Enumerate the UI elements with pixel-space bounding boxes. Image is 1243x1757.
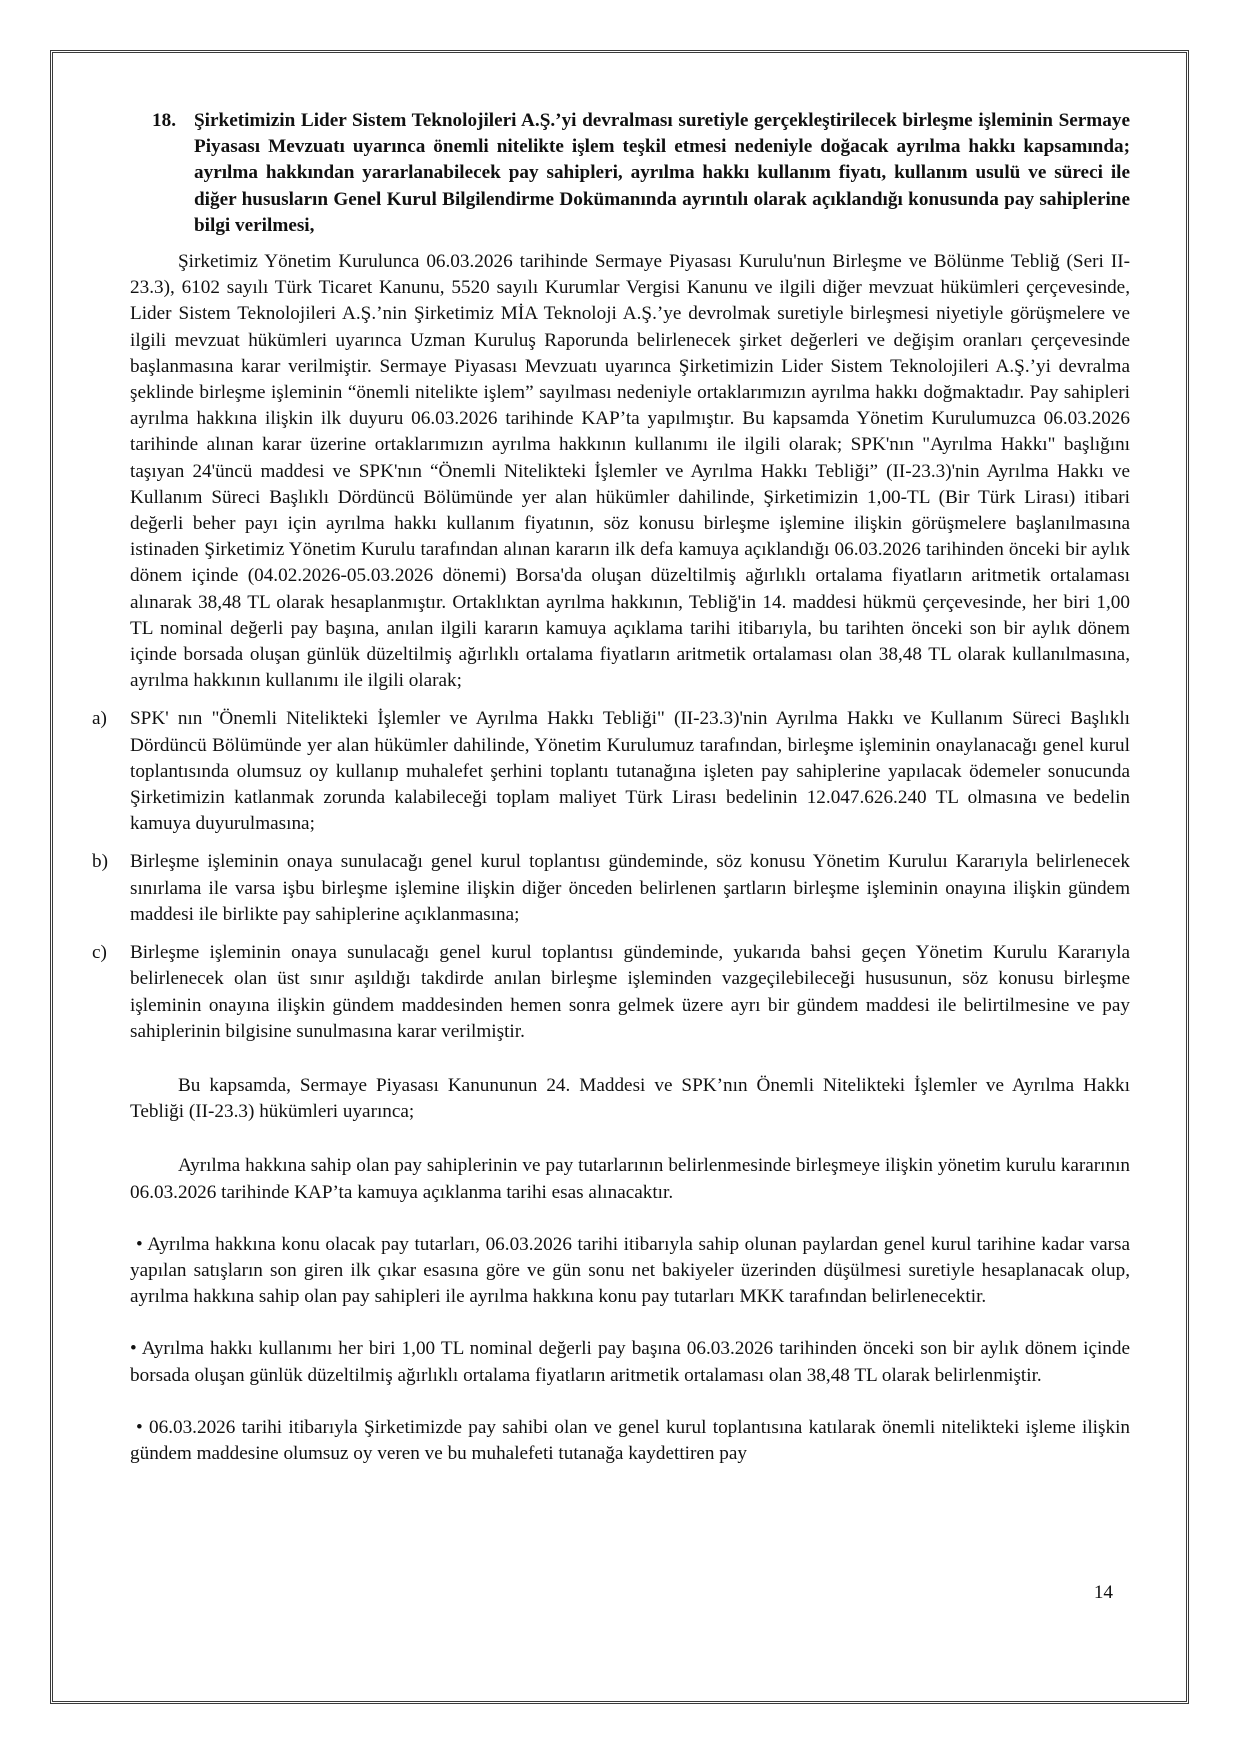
- bullet-eligibility: • 06.03.2026 tarihi itibarıyla Şirketimizde pay sahibi olan ve genel kurul toplantısına katılarak önemli nitelikteki işleme ilişkin gündem maddesine olumsuz oy veren ve bu muhalefeti tutanağa kaydettiren pay: [130, 1416, 1130, 1464]
- agenda-item-title: Şirketimizin Lider Sistem Teknolojileri A.Ş.’yi devralması suretiyle gerçekleştirilecek birleşme işleminin Sermaye Piyasası Mevzuatı uyarınca önemli nitelikte işlem teşkil etmesi nedeniyle doğacak ayrılma hakkı kapsamında; ayrılma hakkından yararlanabilecek pay sahipleri, ayrılma hakkı kullanım fiyatı, kullanım usulü ve süreci ile diğer hususların Genel Kurul Bilgilendirme Dokümanında ayrıntılı olarak açıklandığı konusunda pay sahiplerine bilgi verilmesi,: [194, 110, 1130, 236]
- list-item-label: c): [92, 942, 107, 964]
- list-item-a: [92, 706, 1130, 837]
- bullet-exercise-price: • Ayrılma hakkı kullanımı her biri 1,00 TL nominal değerli pay başına 06.03.2026 tarihinden önceki son bir aylık dönem içinde borsada oluşan günlük düzeltilmiş ağırlıklı ortalama fiyatların aritmetik ortalaması olan 38,48 TL olarak belirlenmiştir.: [130, 1338, 1130, 1386]
- basis-paragraph: Ayrılma hakkına sahip olan pay sahiplerinin ve pay tutarlarının belirlenmesinde birleşmeye ilişkin yönetim kurulu kararının 06.03.2026 tarihinde KAP’ta kamuya açıklanma tarihi esas alınacaktır.: [130, 1155, 1130, 1203]
- list-item-label: a): [92, 708, 107, 730]
- list-item-label: b): [92, 851, 108, 873]
- page-number: 14: [1093, 1582, 1113, 1603]
- agenda-item-heading: [152, 108, 1130, 239]
- document-body: [92, 108, 1130, 1467]
- list-item-text: Birleşme işleminin onaya sunulacağı genel kurul toplantısı gündeminde, yukarıda bahsi geçen Yönetim Kurulu Kararıyla belirlenecek olan üst sınır aşıldığı takdirde anılan birleşme işleminden vazgeçilebileceği hususunun, söz konusu birleşme işleminin onayına ilişkin gündem maddesinden hemen sonra gelmek üzere ayrı bir gündem maddesi ile belirtilmesine ve pay sahiplerinin bilgisine sunulmasına karar verilmiştir.: [130, 942, 1130, 1042]
- list-item-c: [92, 940, 1130, 1045]
- scope-paragraph: Bu kapsamda, Sermaye Piyasası Kanununun 24. Maddesi ve SPK’nın Önemli Nitelikteki İşlemler ve Ayrılma Hakkı Tebliği (II-23.3) hükümleri uyarınca;: [130, 1074, 1130, 1123]
- intro-paragraph: Şirketimiz Yönetim Kurulunca 06.03.2026 tarihinde Sermaye Piyasası Kurulu'nun Birleşme ve Bölünme Tebliğ (Seri II-23.3), 6102 sayılı Türk Ticaret Kanunu, 5520 sayılı Kurumlar Vergisi Kanunu ve ilgili diğer mevzuat hükümleri çerçevesinde, Lider Sistem Teknolojileri A.Ş.’nin Şirketimiz MİA Teknoloji A.Ş.’ye devrolmak suretiyle birleşmesi niyetiyle görüşmelere ve ilgili mevzuat hükümleri uyarınca Uzman Kuruluş Raporunda belirlenecek şirket değerleri ve değişim oranları çerçevesinde başlanmasına karar verilmiştir. Sermaye Piyasası Mevzuatı uyarınca Şirketimizin Lider Sistem Teknolojileri A.Ş.’yi devralma şeklinde birleşme işleminin “önemli nitelikte işlem” sayılması nedeniyle ortaklarımızın ayrılma hakkı doğmaktadır. Pay sahipleri ayrılma hakkına ilişkin ilk duyuru 06.03.2026 tarihinde KAP’ta yapılmıştır. Bu kapsamda Yönetim Kurulumuzca 06.03.2026 tarihinde alınan karar üzerine ortaklarımızın ayrılma hakkının kullanımı ile ilgili olarak; SPK'nın "Ayrılma Hakkı" başlığını taşıyan 24'üncü maddesi ve SPK'nın “Önemli Nitelikteki İşlemler ve Ayrılma Hakkı Tebliği” (II-23.3)'nin Ayrılma Hakkı ve Kullanım Süreci Başlıklı Dördüncü Bölümünde yer alan hükümler dahilinde, Şirketimizin 1,00-TL (Bir Türk Lirası) itibari değerli beher payı için ayrılma hakkı kullanım fiyatının, söz konusu birleşme işlemine ilişkin görüşmelere başlanılmasına istinaden Şirketimiz Yönetim Kurulu tarafından alınan kararın ilk defa kamuya açıklandığı 06.03.2026 tarihinden önceki bir aylık dönem içinde (04.02.2026-05.03.2026 dönemi) Borsa'da oluşan düzeltilmiş ağırlıklı ortalama fiyatların aritmetik ortalaması alınarak 38,48 TL olarak hesaplanmıştır. Ortaklıktan ayrılma hakkının, Tebliğ'in 14. maddesi hükmü çerçevesinde, her biri 1,00 TL nominal değerli pay başına, anılan ilgili kararın kamuya açıklama tarihi itibarıyla, bu tarihten önceki son bir aylık dönem içinde borsada oluşan günlük düzeltilmiş ağırlıklı ortalama fiyatların aritmetik ortalaması olan 38,48 TL olarak kullanılmasına, ayrılma hakkının kullanımı ile ilgili olarak;: [130, 251, 1130, 692]
- list-item-b: [92, 849, 1130, 928]
- agenda-item-number: 18.: [152, 110, 176, 131]
- bullet-share-amounts: • Ayrılma hakkına konu olacak pay tutarları, 06.03.2026 tarihi itibarıyla sahip olunan paylardan genel kurul tarihine kadar varsa yapılan satışların son giren ilk çıkar esasına göre ve gün sonu net bakiyeler üzerinden düşülmesi suretiyle hesaplanacak olup, ayrılma hakkına sahip olan pay sahipleri ile ayrılma hakkına konu pay tutarları MKK tarafından belirlenecektir.: [130, 1233, 1130, 1308]
- list-item-text: Birleşme işleminin onaya sunulacağı genel kurul toplantısı gündeminde, söz konusu Yönetim Kuruluı Kararıyla belirlenecek sınırlama ile varsa işbu birleşme işlemine ilişkin diğer önceden belirlenen şartların birleşme işleminin onayına ilişkin gündem maddesi ile birlikte pay sahiplerine açıklanmasına;: [130, 851, 1130, 925]
- list-item-text: SPK' nın "Önemli Nitelikteki İşlemler ve Ayrılma Hakkı Tebliği" (II-23.3)'nin Ayrılma Hakkı ve Kullanım Süreci Başlıklı Dördüncü Bölümünde yer alan hükümler dahilinde, Yönetim Kurulumuz tarafından, birleşme işleminin onaylanacağı genel kurul toplantısında olumsuz oy kullanıp muhalefet şerhini toplantı tutanağına işleten pay sahiplerine yapılacak ödemeler sonucunda Şirketimizin katlanmak zorunda kalabileceği toplam maliyet Türk Lirası bedelinin 12.047.626.240 TL olmasına ve bedelin kamuya duyurulmasına;: [130, 708, 1130, 835]
